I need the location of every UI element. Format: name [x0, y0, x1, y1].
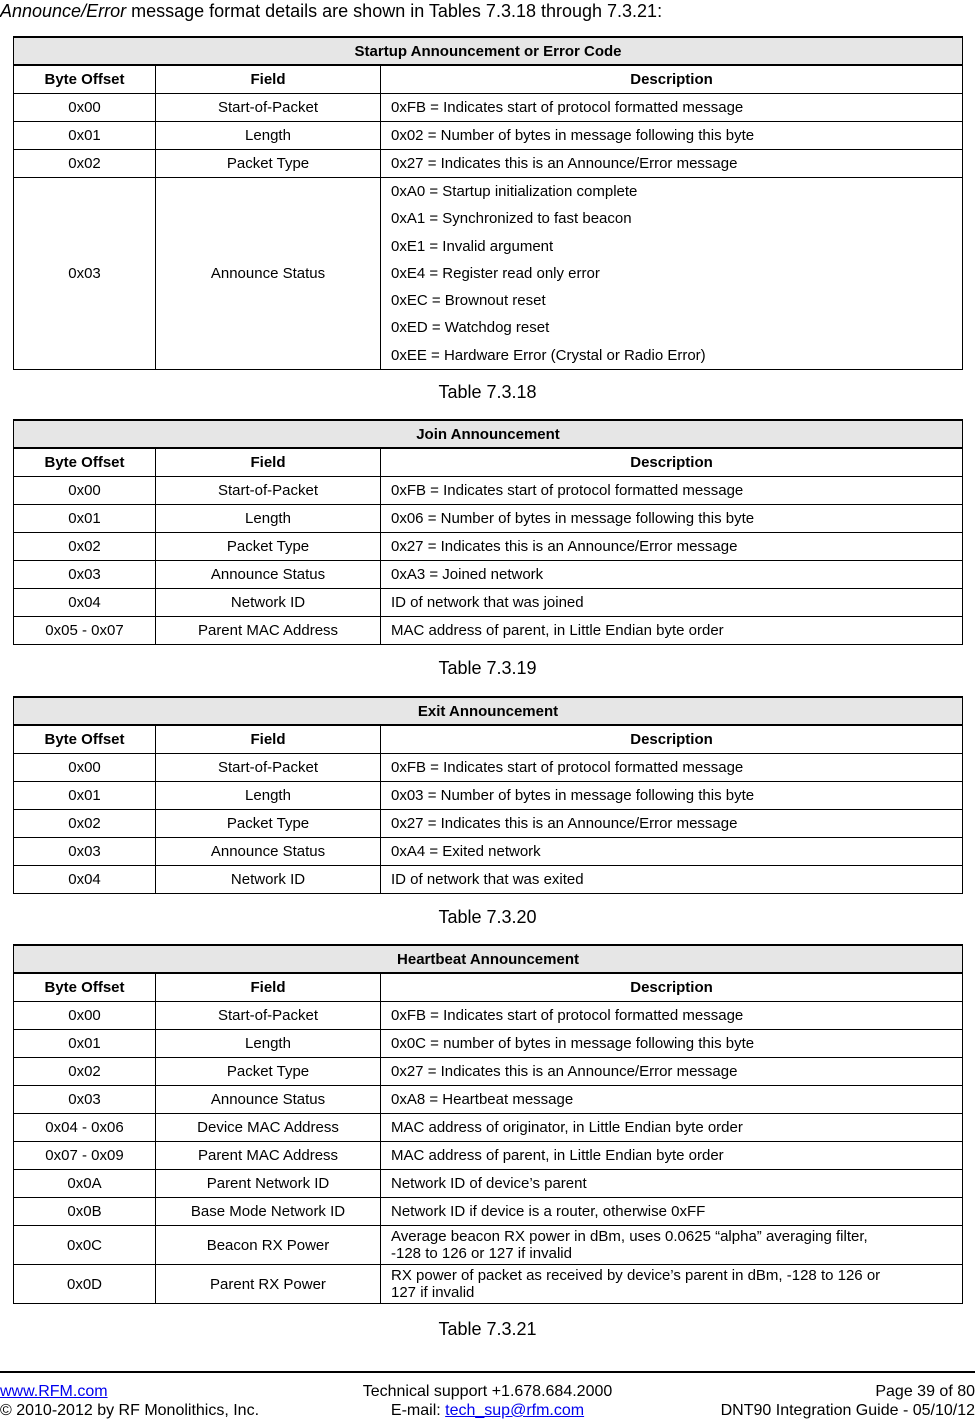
cell-field: Parent MAC Address — [156, 617, 381, 645]
cell-offset: 0x02 — [14, 150, 156, 178]
cell-field: Length — [156, 122, 381, 150]
col-header-offset: Byte Offset — [14, 65, 156, 94]
cell-field: Announce Status — [156, 838, 381, 866]
cell-description: 0xA4 = Exited network — [381, 838, 963, 866]
cell-field: Network ID — [156, 866, 381, 894]
cell-offset: 0x02 — [14, 533, 156, 561]
cell-field: Packet Type — [156, 810, 381, 838]
col-header-description: Description — [381, 973, 963, 1002]
cell-description-status-codes — [381, 178, 963, 370]
description-line: Average beacon RX power in dBm, uses 0.0625 “alpha” averaging filter, — [391, 1228, 868, 1245]
status-code-line: 0xE1 = Invalid argument — [391, 237, 554, 255]
cell-offset: 0x03 — [14, 1086, 156, 1114]
email-link[interactable]: tech_sup@rfm.com — [445, 1402, 585, 1419]
cell-description: 0x27 = Indicates this is an Announce/Error message — [381, 533, 963, 561]
cell-offset: 0x03 — [14, 178, 156, 370]
table-caption: Table 7.3.21 — [438, 1319, 537, 1339]
cell-description: 0xA8 = Heartbeat message — [381, 1086, 963, 1114]
table-row — [14, 1265, 963, 1304]
cell-field: Packet Type — [156, 150, 381, 178]
cell-description — [381, 1226, 963, 1265]
support-phone: Technical support +1.678.684.2000 — [362, 1383, 613, 1400]
cell-offset: 0x04 — [14, 866, 156, 894]
table-row — [14, 477, 963, 505]
cell-field: Announce Status — [156, 561, 381, 589]
table-title: Exit Announcement — [14, 697, 963, 725]
cell-offset: 0x01 — [14, 505, 156, 533]
cell-field: Start-of-Packet — [156, 477, 381, 505]
table-row — [14, 782, 963, 810]
cell-description: 0xFB = Indicates start of protocol formatted message — [381, 1002, 963, 1030]
intro-rest: message format details are shown in Tables 7.3.18 through 7.3.21: — [126, 1, 663, 21]
table-row — [14, 94, 963, 122]
cell-description: MAC address of parent, in Little Endian byte order — [381, 617, 963, 645]
cell-description: 0x03 = Number of bytes in message following this byte — [381, 782, 963, 810]
cell-field: Device MAC Address — [156, 1114, 381, 1142]
cell-field: Packet Type — [156, 533, 381, 561]
description-line: 127 if invalid — [391, 1284, 475, 1301]
col-header-description: Description — [381, 65, 963, 94]
status-code-line: 0xA0 = Startup initialization complete — [391, 183, 638, 200]
table-title: Heartbeat Announcement — [14, 945, 963, 973]
table-row — [14, 1226, 963, 1265]
cell-offset: 0x02 — [14, 810, 156, 838]
cell-description: ID of network that was exited — [381, 866, 963, 894]
status-code-line: 0xED = Watchdog reset — [391, 319, 550, 337]
email-label: E-mail: — [390, 1402, 446, 1419]
guide-title: DNT90 Integration Guide - 05/10/12 — [720, 1402, 975, 1419]
cell-field: Start-of-Packet — [156, 1002, 381, 1030]
cell-description: Network ID of device’s parent — [381, 1170, 963, 1198]
cell-field: Start-of-Packet — [156, 754, 381, 782]
table-row — [14, 754, 963, 782]
cell-field: Start-of-Packet — [156, 94, 381, 122]
cell-field: Network ID — [156, 589, 381, 617]
cell-description: 0xA3 = Joined network — [381, 561, 963, 589]
intro-text — [0, 0, 662, 22]
cell-field: Length — [156, 1030, 381, 1058]
status-code-line: 0xA1 = Synchronized to fast beacon — [391, 210, 632, 228]
col-header-offset: Byte Offset — [14, 725, 156, 754]
table-row — [14, 838, 963, 866]
cell-description: ID of network that was joined — [381, 589, 963, 617]
table-row — [14, 1058, 963, 1086]
description-line: -128 to 126 or 127 if invalid — [391, 1245, 572, 1262]
table-row — [14, 1142, 963, 1170]
cell-description: 0xFB = Indicates start of protocol formatted message — [381, 477, 963, 505]
cell-offset: 0x02 — [14, 1058, 156, 1086]
cell-description: 0x27 = Indicates this is an Announce/Error message — [381, 810, 963, 838]
cell-offset: 0x0D — [14, 1265, 156, 1304]
cell-field: Parent Network ID — [156, 1170, 381, 1198]
website-link[interactable]: www.RFM.com — [0, 1383, 108, 1400]
table-row-status — [14, 178, 963, 370]
cell-offset: 0x04 — [14, 589, 156, 617]
cell-description: 0x02 = Number of bytes in message following this byte — [381, 122, 963, 150]
table-row — [14, 122, 963, 150]
status-code-line: 0xEE = Hardware Error (Crystal or Radio Error) — [391, 346, 706, 364]
intro-italic: Announce/Error — [0, 1, 127, 21]
table-caption: Table 7.3.18 — [438, 382, 537, 402]
cell-offset: 0x00 — [14, 754, 156, 782]
cell-field: Packet Type — [156, 1058, 381, 1086]
status-code-line: 0xE4 = Register read only error — [391, 264, 600, 282]
cell-field: Length — [156, 782, 381, 810]
table-row — [14, 617, 963, 645]
col-header-field: Field — [156, 973, 381, 1002]
cell-description: 0xFB = Indicates start of protocol formatted message — [381, 754, 963, 782]
cell-description: MAC address of parent, in Little Endian byte order — [381, 1142, 963, 1170]
col-header-field: Field — [156, 448, 381, 477]
cell-offset: 0x0B — [14, 1198, 156, 1226]
footer-divider — [0, 1371, 975, 1373]
cell-offset: 0x01 — [14, 122, 156, 150]
table-row — [14, 561, 963, 589]
cell-offset: 0x03 — [14, 838, 156, 866]
join-announcement-table — [13, 419, 963, 645]
description-line: RX power of packet as received by device’s parent in dBm, -128 to 126 or — [391, 1267, 881, 1284]
page-number: Page 39 of 80 — [875, 1383, 975, 1400]
cell-offset: 0x0C — [14, 1226, 156, 1265]
table-caption: Table 7.3.20 — [438, 907, 537, 927]
table-title: Startup Announcement or Error Code — [14, 37, 963, 65]
cell-offset: 0x01 — [14, 1030, 156, 1058]
cell-description — [381, 1265, 963, 1304]
table-row — [14, 1198, 963, 1226]
cell-description: 0x06 = Number of bytes in message following this byte — [381, 505, 963, 533]
cell-offset: 0x07 - 0x09 — [14, 1142, 156, 1170]
table-row — [14, 589, 963, 617]
table-row — [14, 1170, 963, 1198]
cell-field: Beacon RX Power — [156, 1226, 381, 1265]
table-row — [14, 150, 963, 178]
heartbeat-announcement-table — [13, 944, 963, 1304]
table-row — [14, 1002, 963, 1030]
cell-field: Announce Status — [156, 1086, 381, 1114]
cell-description: Network ID if device is a router, otherwise 0xFF — [381, 1198, 963, 1226]
startup-announcement-table — [13, 36, 963, 370]
cell-offset: 0x00 — [14, 1002, 156, 1030]
cell-field: Length — [156, 505, 381, 533]
table-row — [14, 866, 963, 894]
cell-offset: 0x00 — [14, 94, 156, 122]
cell-offset: 0x00 — [14, 477, 156, 505]
cell-field: Announce Status — [156, 178, 381, 370]
cell-description: MAC address of originator, in Little Endian byte order — [381, 1114, 963, 1142]
col-header-description: Description — [381, 725, 963, 754]
table-title: Join Announcement — [14, 420, 963, 448]
table-caption: Table 7.3.19 — [438, 658, 537, 678]
table-row — [14, 810, 963, 838]
cell-description: 0x27 = Indicates this is an Announce/Error message — [381, 1058, 963, 1086]
col-header-offset: Byte Offset — [14, 973, 156, 1002]
exit-announcement-table — [13, 696, 963, 894]
col-header-description: Description — [381, 448, 963, 477]
status-code-line: 0xEC = Brownout reset — [391, 292, 546, 310]
table-row — [14, 1086, 963, 1114]
cell-offset: 0x01 — [14, 782, 156, 810]
cell-field: Base Mode Network ID — [156, 1198, 381, 1226]
table-row — [14, 505, 963, 533]
cell-field: Parent MAC Address — [156, 1142, 381, 1170]
cell-offset: 0x0A — [14, 1170, 156, 1198]
copyright: © 2010-2012 by RF Monolithics, Inc. — [0, 1402, 260, 1419]
table-row — [14, 1114, 963, 1142]
cell-offset: 0x04 - 0x06 — [14, 1114, 156, 1142]
cell-offset: 0x05 - 0x07 — [14, 617, 156, 645]
table-row — [14, 1030, 963, 1058]
table-row — [14, 533, 963, 561]
col-header-field: Field — [156, 725, 381, 754]
col-header-offset: Byte Offset — [14, 448, 156, 477]
cell-description: 0x0C = number of bytes in message following this byte — [381, 1030, 963, 1058]
col-header-field: Field — [156, 65, 381, 94]
cell-field: Parent RX Power — [156, 1265, 381, 1304]
cell-description: 0x27 = Indicates this is an Announce/Error message — [381, 150, 963, 178]
cell-description: 0xFB = Indicates start of protocol formatted message — [381, 94, 963, 122]
cell-offset: 0x03 — [14, 561, 156, 589]
